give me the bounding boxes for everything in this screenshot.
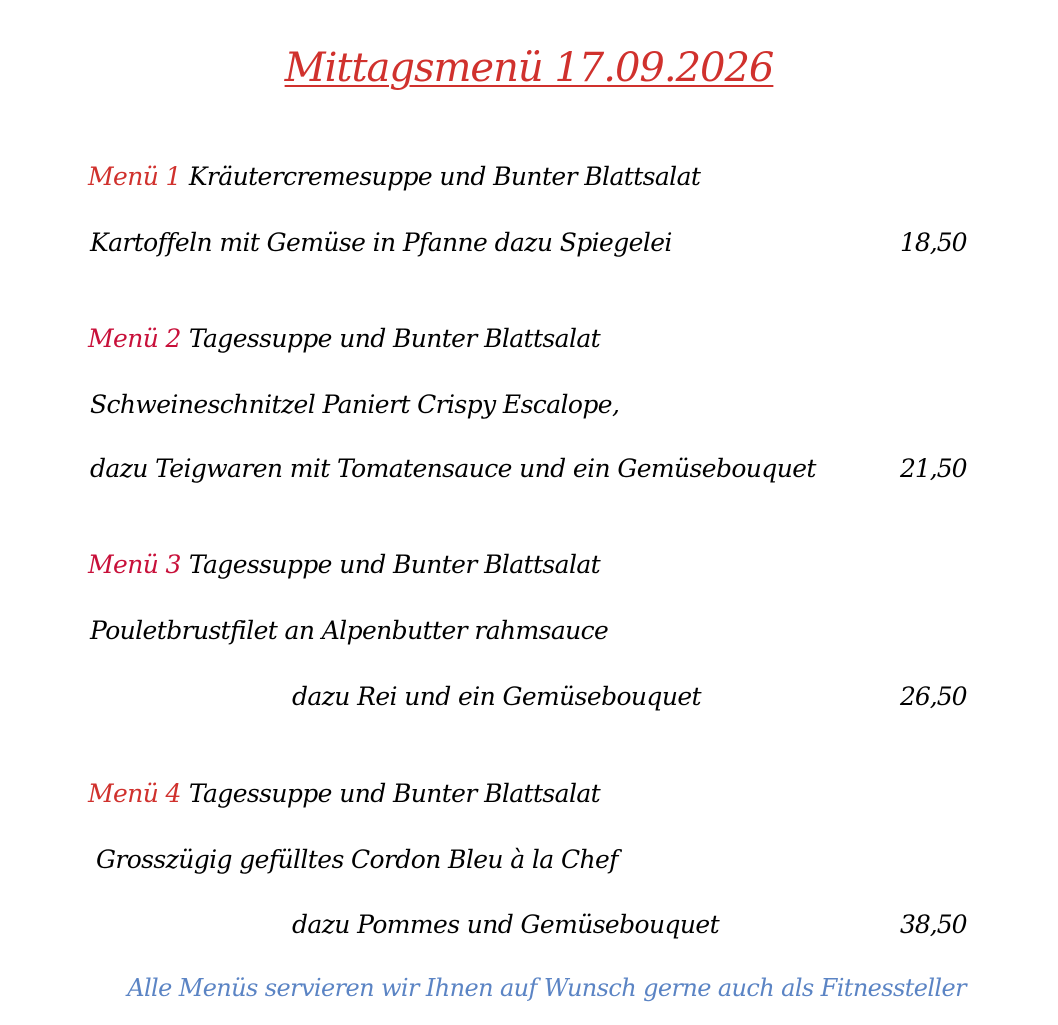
menu-1-label: Menü 1 (88, 162, 181, 191)
menu-3-main-line-1: Pouletbrustfilet an Alpenbutter rahmsauce (90, 616, 609, 645)
menu-3-starter: Tagessuppe und Bunter Blattsalat (188, 550, 601, 579)
menu-1-starter: Kräutercremesuppe und Bunter Blattsalat (188, 162, 701, 191)
menu-3-label: Menü 3 (88, 550, 181, 579)
menu-2-price: 21,50 (900, 454, 967, 483)
menu-3-heading (88, 548, 600, 582)
menu-1-price: 18,50 (900, 228, 967, 257)
menu-3-main-line-2: dazu Rei und ein Gemüsebouquet (292, 682, 701, 711)
page-title: Mittagsmenü 17.09.2026 (284, 45, 774, 91)
menu-4-price: 38,50 (900, 910, 967, 939)
menu-2-main-line-1: Schweineschnitzel Paniert Crispy Escalope, (90, 390, 620, 419)
menu-2-label: Menü 2 (88, 324, 181, 353)
menu-4-main-line-1: Grosszügig gefülltes Cordon Bleu à la Chef (96, 845, 618, 874)
menu-4-starter: Tagessuppe und Bunter Blattsalat (188, 779, 601, 808)
menu-2-main-line-2: dazu Teigwaren mit Tomatensauce und ein Gemüsebouquet (90, 454, 816, 483)
footer-note: Alle Menüs servieren wir Ihnen auf Wunsch gerne auch als Fitnessteller (127, 974, 966, 1002)
menu-2-heading (88, 322, 600, 356)
menu-4-main-line-2: dazu Pommes und Gemüsebouquet (292, 910, 720, 939)
menu-4-label: Menü 4 (88, 779, 181, 808)
menu-2-starter: Tagessuppe und Bunter Blattsalat (188, 324, 601, 353)
menu-4-heading (88, 777, 600, 811)
menu-1-main-line-1: Kartoffeln mit Gemüse in Pfanne dazu Spiegelei (90, 228, 672, 257)
menu-3-price: 26,50 (900, 682, 967, 711)
menu-1-heading (88, 160, 700, 194)
